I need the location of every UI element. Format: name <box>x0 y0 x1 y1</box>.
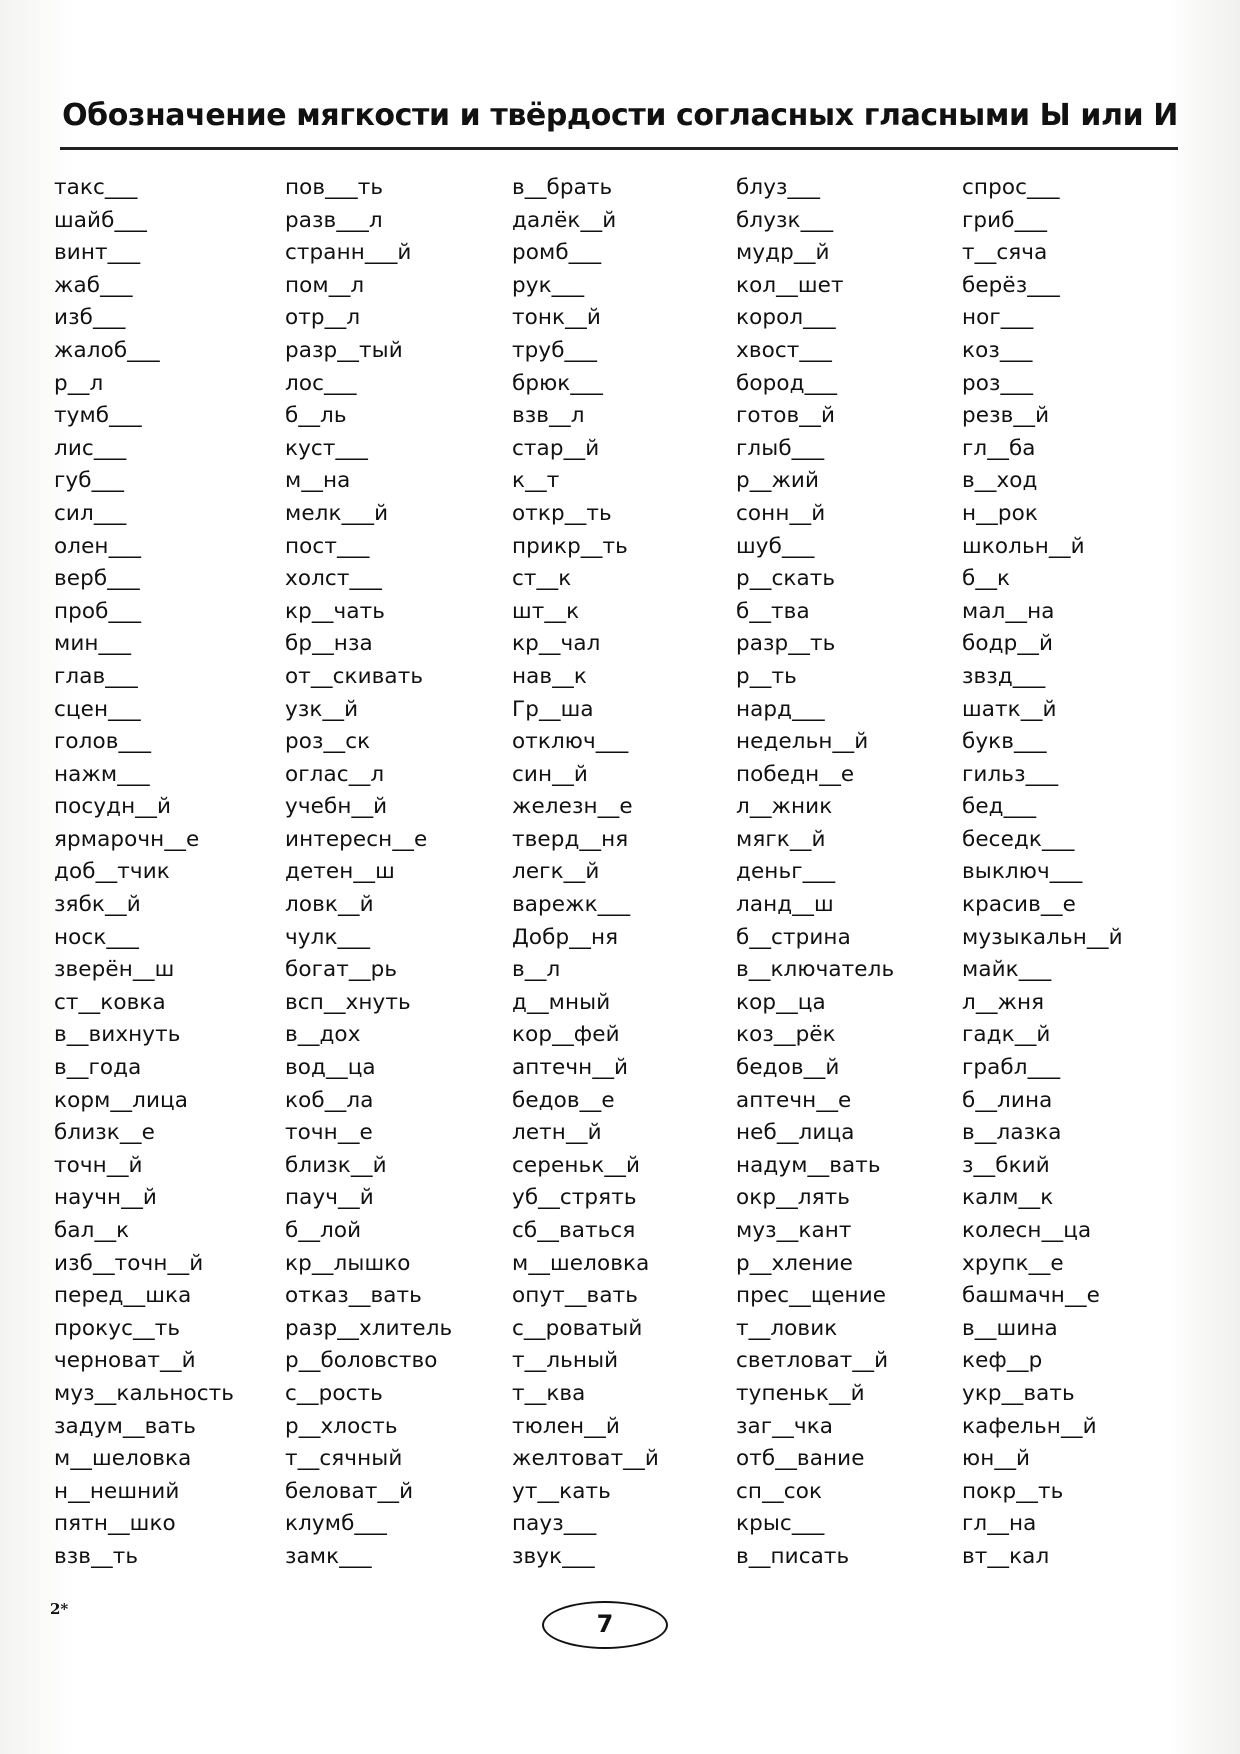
exercise-word: в__лазка <box>962 1120 1062 1146</box>
exercise-word: блуз___ <box>736 175 821 200</box>
exercise-word: грабл___ <box>962 1055 1061 1081</box>
exercise-word: готов__й <box>736 403 836 429</box>
exercise-word: брюк___ <box>512 370 603 396</box>
exercise-word: спрос___ <box>962 175 1060 200</box>
exercise-word: р__скать <box>736 566 836 592</box>
exercise-word: шатк__й <box>962 696 1057 722</box>
exercise-word: шт__к <box>512 598 580 624</box>
exercise-word: близк__е <box>54 1120 155 1146</box>
exercise-word: прикр__ть <box>512 533 628 559</box>
exercise-word: корм__лица <box>54 1087 189 1113</box>
exercise-word: нав__к <box>512 663 587 689</box>
exercise-word: р__л <box>54 370 104 396</box>
exercise-word: б__стрина <box>736 924 851 950</box>
exercise-word: д__мный <box>512 989 611 1015</box>
exercise-word: калм__к <box>962 1185 1054 1211</box>
exercise-word: такс___ <box>54 175 138 200</box>
exercise-word: нажм___ <box>54 761 150 787</box>
exercise-word: клумб___ <box>285 1511 387 1537</box>
exercise-word: м__шеловка <box>512 1250 650 1276</box>
exercise-word: посудн__й <box>54 794 172 820</box>
exercise-word: научн__й <box>54 1185 157 1211</box>
exercise-word: красив__е <box>962 892 1076 918</box>
exercise-word: вт__кал <box>962 1543 1050 1569</box>
exercise-word: заг__чка <box>736 1413 834 1439</box>
exercise-word: сонн__й <box>736 500 826 526</box>
exercise-word: точн__й <box>54 1152 143 1178</box>
exercise-word: перед__шка <box>54 1283 192 1309</box>
exercise-word: интересн__е <box>285 826 428 852</box>
exercise-word: ярмарочн__е <box>54 826 200 852</box>
exercise-word: в__л <box>512 957 561 983</box>
exercise-word: детен__ш <box>285 859 395 885</box>
exercise-word: кеф__р <box>962 1348 1043 1374</box>
exercise-word: холст___ <box>285 566 383 592</box>
exercise-word: хрупк__е <box>962 1250 1064 1276</box>
exercise-word: надум__вать <box>736 1152 881 1178</box>
exercise-word: мал__на <box>962 598 1055 624</box>
exercise-word: нард___ <box>736 696 825 722</box>
word-column-5 <box>962 172 1187 1574</box>
exercise-word: кр__чать <box>285 598 386 624</box>
exercise-word: ловк__й <box>285 892 374 918</box>
exercise-word: колесн__ца <box>962 1218 1092 1243</box>
exercise-word: прокус__ть <box>54 1315 181 1341</box>
exercise-word: кор__ца <box>736 989 826 1015</box>
exercise-word: в__брать <box>512 175 613 200</box>
exercise-word: шуб___ <box>736 533 815 559</box>
exercise-word: кр__чал <box>512 631 601 657</box>
exercise-word: пятн__шко <box>54 1511 176 1537</box>
exercise-word: т__ловик <box>736 1315 838 1341</box>
exercise-word: р__хлость <box>285 1413 398 1439</box>
exercise-word: чулк___ <box>285 924 371 950</box>
exercise-word: ланд__ш <box>736 892 834 918</box>
exercise-word: взв__л <box>512 403 585 429</box>
exercise-word: тупеньк__й <box>736 1380 865 1406</box>
exercise-word: задум__вать <box>54 1413 197 1439</box>
exercise-word: беловат__й <box>285 1478 414 1504</box>
exercise-word: бед___ <box>962 794 1037 820</box>
exercise-word: тюлен__й <box>512 1413 620 1439</box>
exercise-word: глыб___ <box>736 435 825 461</box>
exercise-word: изб___ <box>54 305 126 331</box>
exercise-word: мелк___й <box>285 500 389 526</box>
exercise-word: школьн__й <box>962 533 1085 559</box>
exercise-word: покр__ть <box>962 1478 1064 1504</box>
exercise-word: ног___ <box>962 305 1034 331</box>
exercise-word: т__сяча <box>962 240 1048 266</box>
exercise-word: гильз___ <box>962 761 1059 787</box>
exercise-word: куст___ <box>285 435 369 461</box>
exercise-word: к__т <box>512 468 560 494</box>
exercise-word: т__льный <box>512 1348 619 1374</box>
exercise-word: бодр__й <box>962 631 1054 657</box>
exercise-word: труб___ <box>512 337 598 363</box>
exercise-word: коз___ <box>962 337 1033 363</box>
exercise-word: пов___ть <box>285 175 384 200</box>
exercise-word: музыкальн__й <box>962 924 1123 950</box>
exercise-word: в__ход <box>962 468 1038 494</box>
exercise-word: летн__й <box>512 1120 602 1146</box>
exercise-word: роз__ск <box>285 729 371 755</box>
exercise-word: недельн__й <box>736 729 869 755</box>
exercise-word: сб__ваться <box>512 1218 636 1243</box>
exercise-word: изб__точн__й <box>54 1250 204 1276</box>
exercise-word: б__лой <box>285 1218 362 1243</box>
exercise-word: звук___ <box>512 1543 595 1569</box>
exercise-word: носк___ <box>54 924 139 950</box>
word-column-1 <box>54 172 279 1574</box>
page-title: Обозначение мягкости и твёрдости согласных гласными Ы или И <box>62 98 1178 133</box>
exercise-word: хвост___ <box>736 337 832 363</box>
exercise-word: Добр__ня <box>512 924 619 950</box>
word-column-2 <box>285 172 510 1574</box>
exercise-word: оглас__л <box>285 761 385 787</box>
exercise-word: бедов__е <box>512 1087 615 1113</box>
exercise-word: з__бкий <box>962 1152 1050 1178</box>
exercise-word: железн__е <box>512 794 633 820</box>
exercise-word: гадк__й <box>962 1022 1051 1048</box>
exercise-word: в__дох <box>285 1022 361 1048</box>
exercise-word: ромб___ <box>512 240 602 266</box>
exercise-word: гл__на <box>962 1511 1037 1537</box>
exercise-word: пауч__й <box>285 1185 374 1211</box>
exercise-word: сп__сок <box>736 1478 823 1504</box>
exercise-word: откр__ть <box>512 500 612 526</box>
exercise-word: бр__нза <box>285 631 373 657</box>
exercise-word: муз__кальность <box>54 1380 235 1406</box>
exercise-word: проб___ <box>54 598 142 624</box>
exercise-word: т__ква <box>512 1380 586 1406</box>
exercise-word: с__рость <box>285 1380 383 1406</box>
exercise-word: р__ть <box>736 663 797 689</box>
exercise-word: н__рок <box>962 500 1038 526</box>
page-number: 7 <box>542 1601 668 1649</box>
exercise-word: замк___ <box>285 1543 372 1569</box>
exercise-word: жаб___ <box>54 272 133 298</box>
signature-mark: 2* <box>50 1600 69 1618</box>
exercise-word: муз__кант <box>736 1218 852 1243</box>
exercise-word: от__скивать <box>285 663 424 689</box>
exercise-word: аптечн__й <box>512 1055 629 1081</box>
exercise-word: вод__ца <box>285 1055 376 1081</box>
exercise-word: тумб___ <box>54 403 142 429</box>
exercise-word: корол___ <box>736 305 836 331</box>
exercise-word: прес__щение <box>736 1283 887 1309</box>
exercise-word: берёз___ <box>962 272 1060 298</box>
exercise-word: далёк__й <box>512 207 617 233</box>
exercise-word: тверд__ня <box>512 826 629 852</box>
exercise-word: пауз___ <box>512 1511 597 1537</box>
title-underline <box>60 147 1178 150</box>
exercise-word: желтоват__й <box>512 1446 659 1472</box>
exercise-word: пом__л <box>285 272 365 298</box>
exercise-word: звзд___ <box>962 663 1046 689</box>
exercise-word: мудр__й <box>736 240 830 266</box>
exercise-word: разр__тый <box>285 337 403 363</box>
exercise-word: укр__вать <box>962 1380 1075 1406</box>
exercise-word: жалоб___ <box>54 337 160 363</box>
exercise-word: черноват__й <box>54 1348 196 1374</box>
word-column-4 <box>736 172 961 1574</box>
exercise-word: блузк___ <box>736 207 834 233</box>
exercise-word: гл__ба <box>962 435 1036 461</box>
exercise-word: б__тва <box>736 598 810 624</box>
exercise-word: башмачн__е <box>962 1283 1100 1309</box>
exercise-word: доб__тчик <box>54 859 170 885</box>
exercise-word: р__хление <box>736 1250 853 1276</box>
exercise-word: кол__шет <box>736 272 844 298</box>
exercise-word: варежк___ <box>512 892 631 918</box>
exercise-word: винт___ <box>54 240 141 266</box>
exercise-word: лис___ <box>54 435 127 461</box>
exercise-word: н__нешний <box>54 1478 180 1504</box>
exercise-word: беседк___ <box>962 826 1075 852</box>
exercise-word: т__сячный <box>285 1446 403 1472</box>
exercise-word: отключ___ <box>512 729 629 755</box>
exercise-word: б__ль <box>285 403 347 429</box>
exercise-word: ут__кать <box>512 1478 611 1504</box>
exercise-word: в__ключатель <box>736 957 895 983</box>
exercise-word: л__жник <box>736 794 833 820</box>
exercise-word: отказ__вать <box>285 1283 422 1309</box>
exercise-word: коз__рёк <box>736 1022 836 1048</box>
exercise-word: голов___ <box>54 729 152 755</box>
exercise-word: шайб___ <box>54 207 148 233</box>
exercise-word: б__лина <box>962 1087 1053 1113</box>
exercise-word: отр__л <box>285 305 361 331</box>
exercise-word: близк__й <box>285 1152 387 1178</box>
exercise-word: выключ___ <box>962 859 1083 885</box>
exercise-word: богат__рь <box>285 957 398 983</box>
exercise-word: зверён__ш <box>54 957 175 983</box>
exercise-word: сцен___ <box>54 696 141 722</box>
exercise-word: странн___й <box>285 240 412 266</box>
exercise-word: ст__ковка <box>54 989 166 1015</box>
exercise-word: глав___ <box>54 663 138 689</box>
exercise-word: разв___л <box>285 207 383 233</box>
exercise-word: бедов__й <box>736 1055 840 1081</box>
exercise-word: светловат__й <box>736 1348 889 1374</box>
exercise-word: резв__й <box>962 403 1050 429</box>
exercise-word: лос___ <box>285 370 357 396</box>
exercise-word: разр__ть <box>736 631 836 657</box>
exercise-word: роз___ <box>962 370 1034 396</box>
exercise-word: ст__к <box>512 566 572 592</box>
word-column-3 <box>512 172 737 1574</box>
exercise-word: всп__хнуть <box>285 989 411 1015</box>
exercise-word: с__роватый <box>512 1315 643 1341</box>
exercise-word: узк__й <box>285 696 359 722</box>
word-columns <box>0 172 1240 1602</box>
exercise-word: юн__й <box>962 1446 1031 1472</box>
exercise-word: неб__лица <box>736 1120 855 1146</box>
exercise-word: зябк__й <box>54 892 141 918</box>
exercise-word: сереньк__й <box>512 1152 641 1178</box>
exercise-word: р__жий <box>736 468 820 494</box>
exercise-word: букв___ <box>962 729 1047 755</box>
exercise-word: р__боловство <box>285 1348 438 1374</box>
exercise-word: разр__хлитель <box>285 1315 453 1341</box>
exercise-word: тонк__й <box>512 305 601 331</box>
exercise-word: коб__ла <box>285 1087 374 1113</box>
exercise-word: уб__стрять <box>512 1185 637 1211</box>
exercise-word: взв__ть <box>54 1543 139 1569</box>
exercise-word: победн__е <box>736 761 855 787</box>
exercise-word: мягк__й <box>736 826 826 852</box>
exercise-word: мин___ <box>54 631 132 657</box>
exercise-word: рук___ <box>512 272 585 298</box>
exercise-word: кор__фей <box>512 1022 620 1048</box>
exercise-word: кр__лышко <box>285 1250 411 1276</box>
exercise-word: учебн__й <box>285 794 388 820</box>
exercise-word: окр__лять <box>736 1185 851 1211</box>
exercise-word: гриб___ <box>962 207 1048 233</box>
exercise-word: в__вихнуть <box>54 1022 181 1048</box>
exercise-word: в__года <box>54 1055 142 1081</box>
exercise-word: бород___ <box>736 370 838 396</box>
exercise-word: стар__й <box>512 435 600 461</box>
exercise-word: точн__е <box>285 1120 373 1146</box>
exercise-word: крыс___ <box>736 1511 825 1537</box>
exercise-word: пост___ <box>285 533 370 559</box>
exercise-word: олен___ <box>54 533 142 559</box>
exercise-word: верб___ <box>54 566 140 592</box>
exercise-word: Гр__ша <box>512 696 594 722</box>
exercise-word: кафельн__й <box>962 1413 1097 1439</box>
exercise-word: аптечн__е <box>736 1087 852 1113</box>
exercise-word: опут__вать <box>512 1283 639 1309</box>
exercise-word: легк__й <box>512 859 600 885</box>
exercise-word: б__к <box>962 566 1011 592</box>
exercise-word: майк___ <box>962 957 1052 983</box>
exercise-word: м__на <box>285 468 351 494</box>
exercise-word: деньг___ <box>736 859 836 885</box>
exercise-word: л__жня <box>962 989 1045 1015</box>
exercise-word: син__й <box>512 761 588 787</box>
exercise-word: в__писать <box>736 1543 850 1569</box>
exercise-word: м__шеловка <box>54 1446 192 1472</box>
exercise-word: отб__вание <box>736 1446 865 1472</box>
exercise-word: сил___ <box>54 500 127 526</box>
exercise-word: губ___ <box>54 468 125 494</box>
exercise-word: бал__к <box>54 1218 130 1243</box>
exercise-word: в__шина <box>962 1315 1058 1341</box>
